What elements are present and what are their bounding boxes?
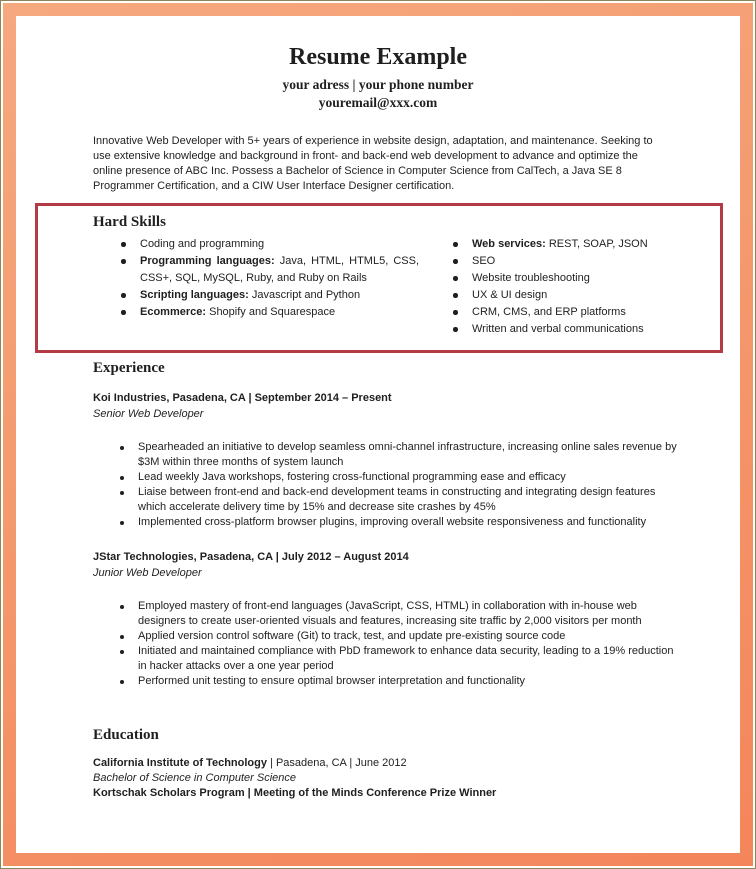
bullet-icon — [453, 242, 458, 247]
education-honors: Kortschak Scholars Program | Meeting of the Minds Conference Prize Winner — [93, 787, 497, 799]
hard-skills-heading: Hard Skills — [93, 214, 166, 230]
bullet-icon — [121, 293, 126, 298]
education-details — [93, 756, 682, 801]
job-role: Junior Web Developer — [93, 567, 202, 579]
contact-block — [16, 76, 740, 112]
experience-heading: Experience — [93, 360, 165, 376]
bullet-icon — [120, 446, 124, 450]
experience-bullet: Performed unit testing to ensure optimal browser interpretation and functionality — [93, 674, 682, 689]
job-title-line: Koi Industries, Pasadena, CA | September 2014 – Present — [93, 392, 392, 404]
skill-item: Web services: REST, SOAP, JSON — [425, 236, 704, 253]
summary-paragraph: Innovative Web Developer with 5+ years of experience in website design, adaptation, and maintenance. Seeking to use extensive knowledge and background in front- and back-end web development to advance and optimize the online presence of ABC Inc. Possess a Bachelor of Science in Computer Science from CalTech, a Java SE 8 Programmer Certification, and a CIW User Interface Designer certification. — [93, 135, 653, 192]
experience-bullet: Initiated and maintained compliance with PbD framework to enhance data security, leading to a 19% reduction in hacker attacks over a one year period — [93, 644, 682, 674]
hard-skills-right-column — [423, 236, 704, 338]
contact-email: youremail@xxx.com — [318, 95, 438, 110]
skill-item: Programming languages: Java, HTML, HTML5, CSS, CSS+, SQL, MySQL, Ruby, and Ruby on Rails — [93, 253, 423, 287]
bullet-icon — [121, 259, 126, 264]
skill-item: Written and verbal communications — [425, 321, 704, 338]
job-entry — [93, 550, 682, 689]
resume-sheet — [16, 16, 740, 853]
skill-item: Website troubleshooting — [425, 270, 704, 287]
salmon-frame — [3, 3, 753, 866]
bullet-icon — [453, 276, 458, 281]
bullet-icon — [120, 476, 124, 480]
experience-bullet: Employed mastery of front-end languages (JavaScript, CSS, HTML) in collaboration with in-house web designers to create user-oriented visuals and features, increasing site traffic by 2,000 visitors per month — [93, 599, 682, 629]
bullet-icon — [121, 242, 126, 247]
education-section — [93, 726, 682, 801]
education-heading: Education — [93, 727, 159, 743]
experience-bullet: Implemented cross-platform browser plugins, improving overall website responsiveness and functionality — [93, 515, 682, 530]
skill-item: UX & UI design — [425, 287, 704, 304]
bullet-icon — [453, 259, 458, 264]
bullet-icon — [120, 605, 124, 609]
resume-title: Resume Example — [289, 44, 467, 70]
contact-address-phone: your adress | your phone number — [282, 77, 474, 92]
education-school-line: California Institute of Technology | Pasadena, CA | June 2012 — [93, 757, 407, 769]
hard-skills-highlight-box — [35, 203, 723, 353]
bullet-icon — [120, 680, 124, 684]
experience-bullet: Spearheaded an initiative to develop seamless omni-channel infrastructure, increasing online sales revenue by $3M within three months of system launch — [93, 440, 682, 470]
bullet-icon — [453, 327, 458, 332]
job-role: Senior Web Developer — [93, 408, 204, 420]
bullet-icon — [120, 650, 124, 654]
experience-bullet: Lead weekly Java workshops, fostering cross-functional programming ease and efficacy — [93, 470, 682, 485]
job-title-line: JStar Technologies, Pasadena, CA | July 2012 – August 2014 — [93, 551, 409, 563]
skill-item: CRM, CMS, and ERP platforms — [425, 304, 704, 321]
experience-bullet: Liaise between front-end and back-end development teams in constructing and integrating design features which accelerate delivery time by 15% and decrease site crashes by 45% — [93, 485, 682, 515]
skill-item: Ecommerce: Shopify and Squarespace — [93, 304, 423, 321]
skill-item: Coding and programming — [93, 236, 423, 253]
bullet-icon — [121, 310, 126, 315]
bullet-icon — [120, 635, 124, 639]
bullet-icon — [120, 521, 124, 525]
hard-skills-left-column — [93, 236, 423, 338]
education-degree: Bachelor of Science in Computer Science — [93, 772, 296, 784]
hard-skills-columns — [93, 236, 704, 338]
experience-section — [93, 359, 682, 689]
job-entry — [93, 391, 682, 530]
bullet-icon — [453, 293, 458, 298]
bullet-icon — [120, 491, 124, 495]
experience-bullet: Applied version control software (Git) to track, test, and update pre-existing source code — [93, 629, 682, 644]
skill-item: SEO — [425, 253, 704, 270]
resume-header — [16, 44, 740, 112]
skill-item: Scripting languages: Javascript and Python — [93, 287, 423, 304]
bullet-icon — [453, 310, 458, 315]
